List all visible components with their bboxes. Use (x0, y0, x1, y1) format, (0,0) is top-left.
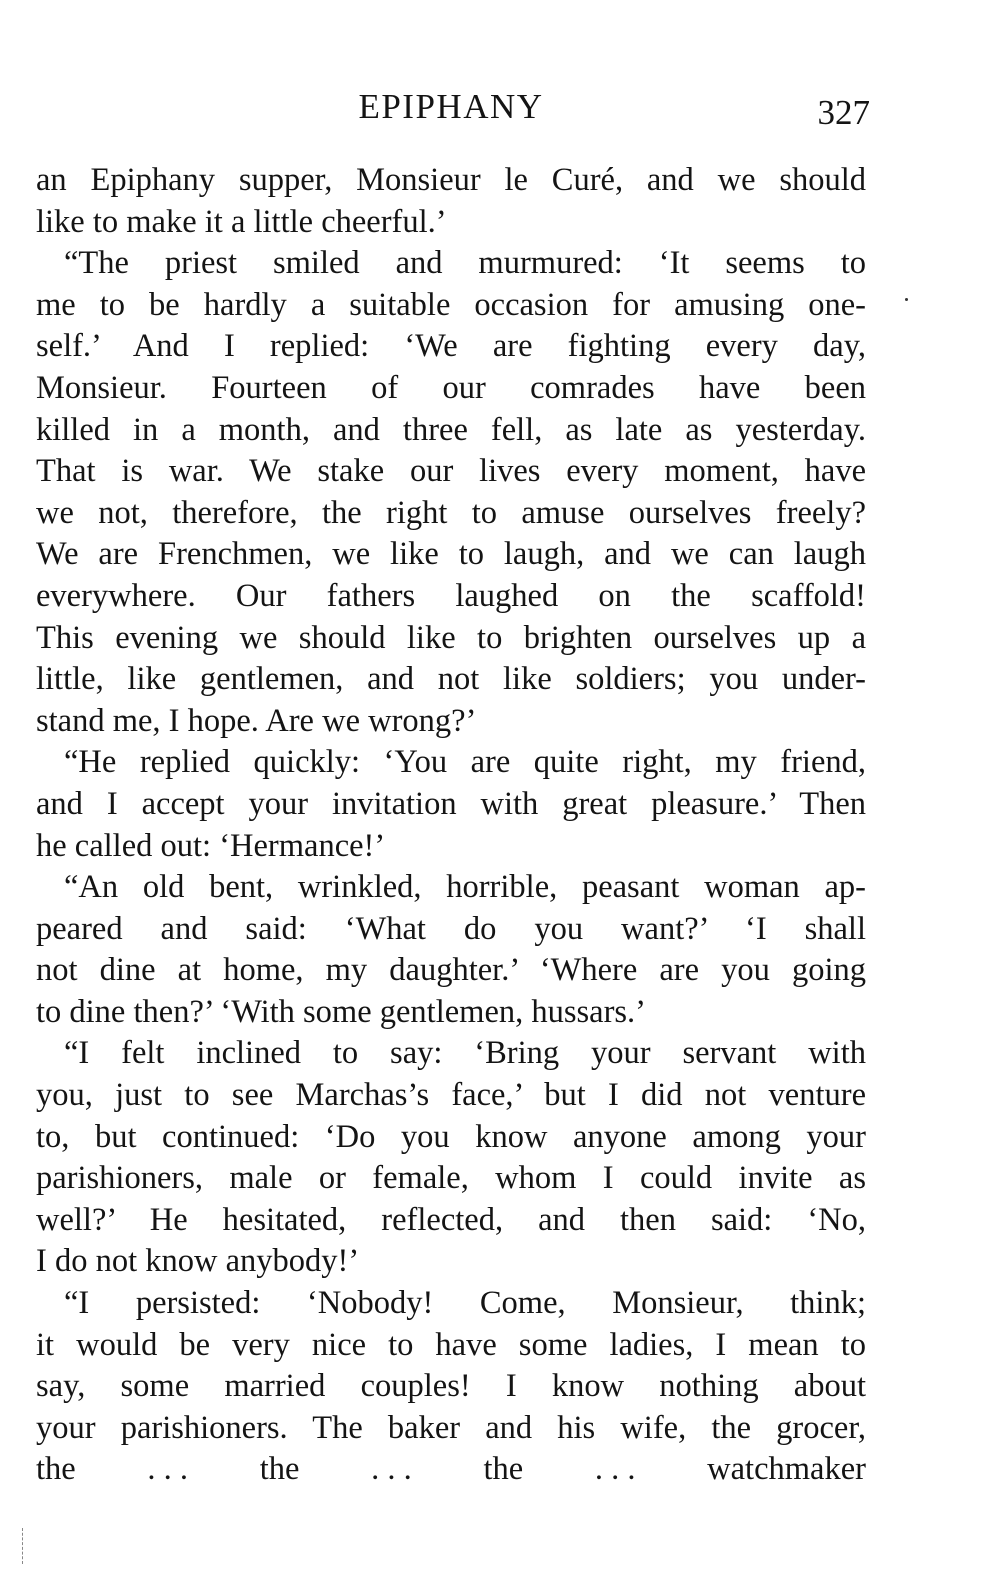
text-line: peared and said: ‘What do you want?’ ‘I shall (36, 910, 866, 947)
text-line: your parishioners. The baker and his wife, the grocer, (36, 1409, 866, 1446)
page-header (36, 84, 870, 134)
text-line: he called out: ‘Hermance!’ (36, 827, 386, 864)
body-text (36, 160, 866, 1491)
text-line: We are Frenchmen, we like to laugh, and we can laugh (36, 536, 866, 573)
text-line: to dine then?’ ‘With some gentlemen, hussars.’ (36, 993, 647, 1030)
text-line: we not, therefore, the right to amuse ourselves freely? (36, 494, 866, 531)
text-line: That is war. We stake our lives every moment, have (36, 453, 866, 490)
text-line: an Epiphany supper, Monsieur le Curé, and we should (36, 162, 866, 198)
ellipsis: . . . (371, 1451, 412, 1488)
ellipsis: . . . (594, 1451, 636, 1488)
final-word: the (36, 1451, 76, 1488)
text-line: me to be hardly a suitable occasion for amusing one- (36, 286, 866, 323)
final-word: the (259, 1451, 300, 1488)
paragraph-first-line: “He replied quickly: ‘You are quite right, my friend, (64, 744, 866, 781)
final-word: the (483, 1451, 524, 1488)
text-line: say, some married couples! I know nothing about (36, 1368, 866, 1405)
text-line: everywhere. Our fathers laughed on the scaffold! (36, 577, 866, 614)
text-line: little, like gentlemen, and not like soldiers; you under- (36, 661, 866, 698)
text-line: not dine at home, my daughter.’ ‘Where are you going (36, 952, 866, 989)
ellipsis: . . . (147, 1451, 189, 1488)
text-line: stand me, I hope. Are we wrong?’ (36, 702, 477, 739)
paragraph-first-line: “An old bent, wrinkled, horrible, peasant woman ap- (64, 869, 866, 906)
text-line: to, but continued: ‘Do you know anyone among your (36, 1118, 866, 1155)
text-line: it would be very nice to have some ladies, I mean to (36, 1326, 866, 1363)
paragraph-first-line: “I felt inclined to say: ‘Bring your servant with (64, 1035, 866, 1072)
paragraph-first-line: “The priest smiled and murmured: ‘It seems to (64, 245, 866, 282)
text-line: Monsieur. Fourteen of our comrades have been (36, 369, 866, 406)
page-number: 327 (817, 93, 870, 132)
scan-speck (905, 298, 908, 301)
text-line: you, just to see Marchas’s face,’ but I did not venture (36, 1077, 866, 1114)
final-text-line (36, 1449, 866, 1491)
text-line: self.’ And I replied: ‘We are fighting every day, (36, 328, 866, 365)
text-line: This evening we should like to brighten ourselves up a (36, 619, 866, 656)
paragraph-first-line: “I persisted: ‘Nobody! Come, Monsieur, think; (64, 1285, 866, 1322)
text-line: parishioners, male or female, whom I could invite as (36, 1160, 866, 1197)
text-line: and I accept your invitation with great pleasure.’ Then (36, 785, 866, 822)
text-line: well?’ He hesitated, reflected, and then said: ‘No, (36, 1201, 866, 1238)
text-line: I do not know anybody!’ (36, 1243, 360, 1280)
final-word: watchmaker (707, 1451, 866, 1488)
scan-margin-mark (22, 1528, 24, 1564)
running-title: EPIPHANY (358, 87, 544, 126)
text-line: like to make it a little cheerful.’ (36, 203, 447, 240)
text-line: killed in a month, and three fell, as late as yesterday. (36, 411, 866, 448)
